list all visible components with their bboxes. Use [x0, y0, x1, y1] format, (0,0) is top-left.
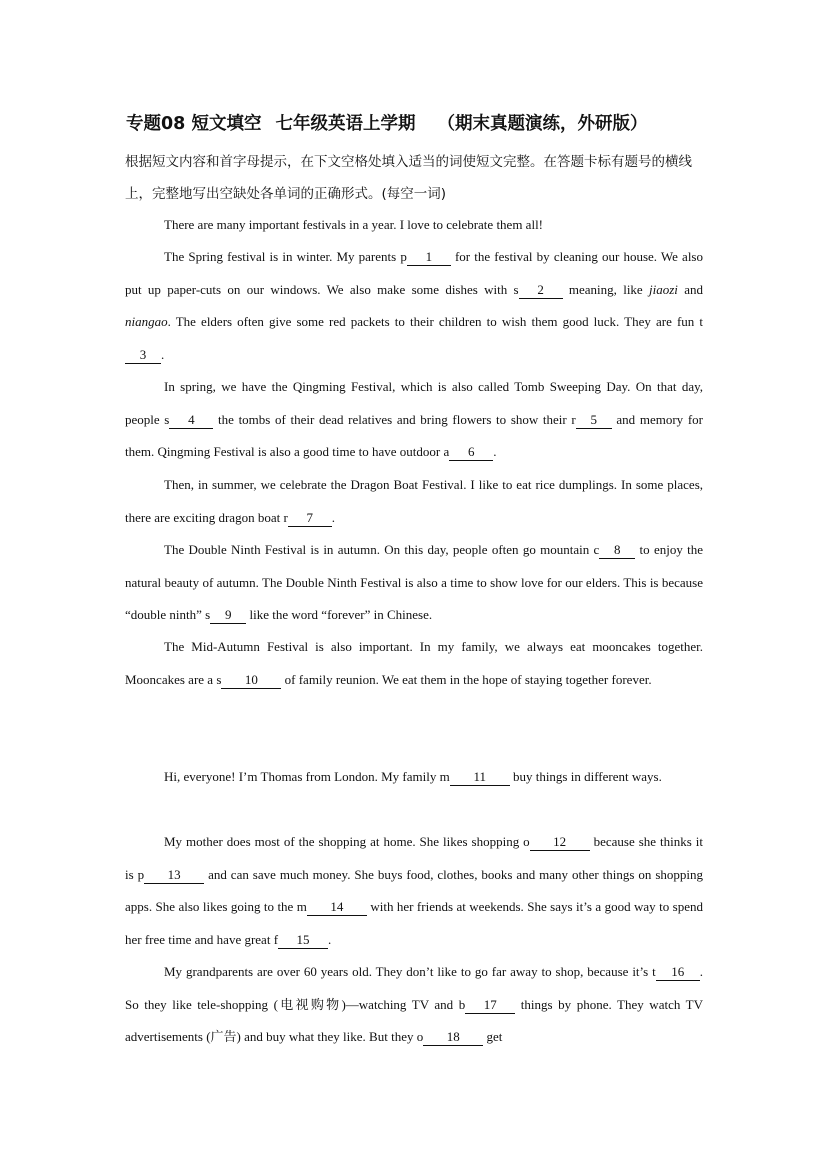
passage1-paragraph-2: The Spring festival is in winter. My parents p 1 for the festival by cleaning our house. We also put up paper-cuts on our windows. We also make some dishes with s 2 meaning, like jiaozi and niangao. The elders often give some red packets to their children to wish them good luck. They are fun t3 .	[125, 249, 703, 362]
page-title	[126, 110, 716, 135]
title-grade: 七年级英语上学期	[275, 114, 416, 134]
blank-17[interactable]: 17	[465, 997, 515, 1014]
title-series: （期末真题演练，外研版）	[437, 114, 648, 134]
passage1-paragraph-6: The Mid-Autumn Festival is also important. In my family, we always eat mooncakes together. Mooncakes are a s 10 of family reunion. We eat them in the hope of staying together forever.	[125, 639, 703, 687]
blank-15[interactable]: 15	[278, 932, 328, 949]
passage2-paragraph-1: Hi, everyone! I’m Thomas from London. My family m 11 buy things in different ways.	[164, 769, 662, 784]
passage1-paragraph-4: Then, in summer, we celebrate the Dragon Boat Festival. I like to eat rice dumplings. In some places, there are exciting dragon boat r 7 .	[125, 477, 703, 525]
blank-16[interactable]: 16	[656, 964, 700, 981]
instructions: 根据短文内容和首字母提示，在下文空格处填入适当的词使短文完整。在答题卡标有题号的横线上，完整地写出空缺处各单词的正确形式。(每空一词)	[125, 154, 692, 202]
blank-14[interactable]: 14	[307, 899, 367, 916]
blank-6[interactable]: 6	[449, 444, 493, 461]
blank-10[interactable]: 10	[221, 672, 281, 689]
blank-7[interactable]: 7	[288, 510, 332, 527]
title-topic: 专题08 短文填空	[126, 114, 262, 134]
passage1-paragraph-5: The Double Ninth Festival is in autumn. On this day, people often go mountain c 8 to enjoy the natural beauty of autumn. The Double Ninth Festival is also a time to show love for our elders. This is because “double ninth” s 9 like the word “forever” in Chinese.	[125, 542, 703, 622]
blank-18[interactable]: 18	[423, 1029, 483, 1046]
blank-8[interactable]: 8	[599, 542, 635, 559]
blank-5[interactable]: 5	[576, 412, 612, 429]
blank-12[interactable]: 12	[530, 834, 590, 851]
blank-9[interactable]: 9	[210, 607, 246, 624]
blank-1[interactable]: 1	[407, 249, 451, 266]
passage1-paragraph-3: In spring, we have the Qingming Festival, which is also called Tomb Sweeping Day. On that day, people s 4 the tombs of their dead relatives and bring flowers to show their r 5 and memory for them. Qingming Festival is also a good time to have outdoor a 6 .	[125, 379, 703, 459]
passage2-paragraph-2: My mother does most of the shopping at home. She likes shopping o 12 because she thinks it is p 13 and can save much money. She buys food, clothes, books and many other things on shopping apps. She also likes going to the m 14 with her friends at weekends. She says it’s a good way to spend her free time and have great f 15 .	[125, 834, 703, 947]
passage1-paragraph-1: There are many important festivals in a year. I love to celebrate them all!	[164, 217, 544, 232]
blank-2[interactable]: 2	[519, 282, 563, 299]
blank-13[interactable]: 13	[144, 867, 204, 884]
blank-11[interactable]: 11	[450, 769, 510, 786]
passage2-paragraph-3: My grandparents are over 60 years old. They don’t like to go far away to shop, because it’s t 16 . So they like tele-shopping (电视购物)—watching TV and b 17 things by phone. They watch TV advertisements (广告) and buy what they like. But they o 18 get	[125, 964, 704, 1044]
blank-3[interactable]: 3	[125, 347, 161, 364]
blank-4[interactable]: 4	[169, 412, 213, 429]
